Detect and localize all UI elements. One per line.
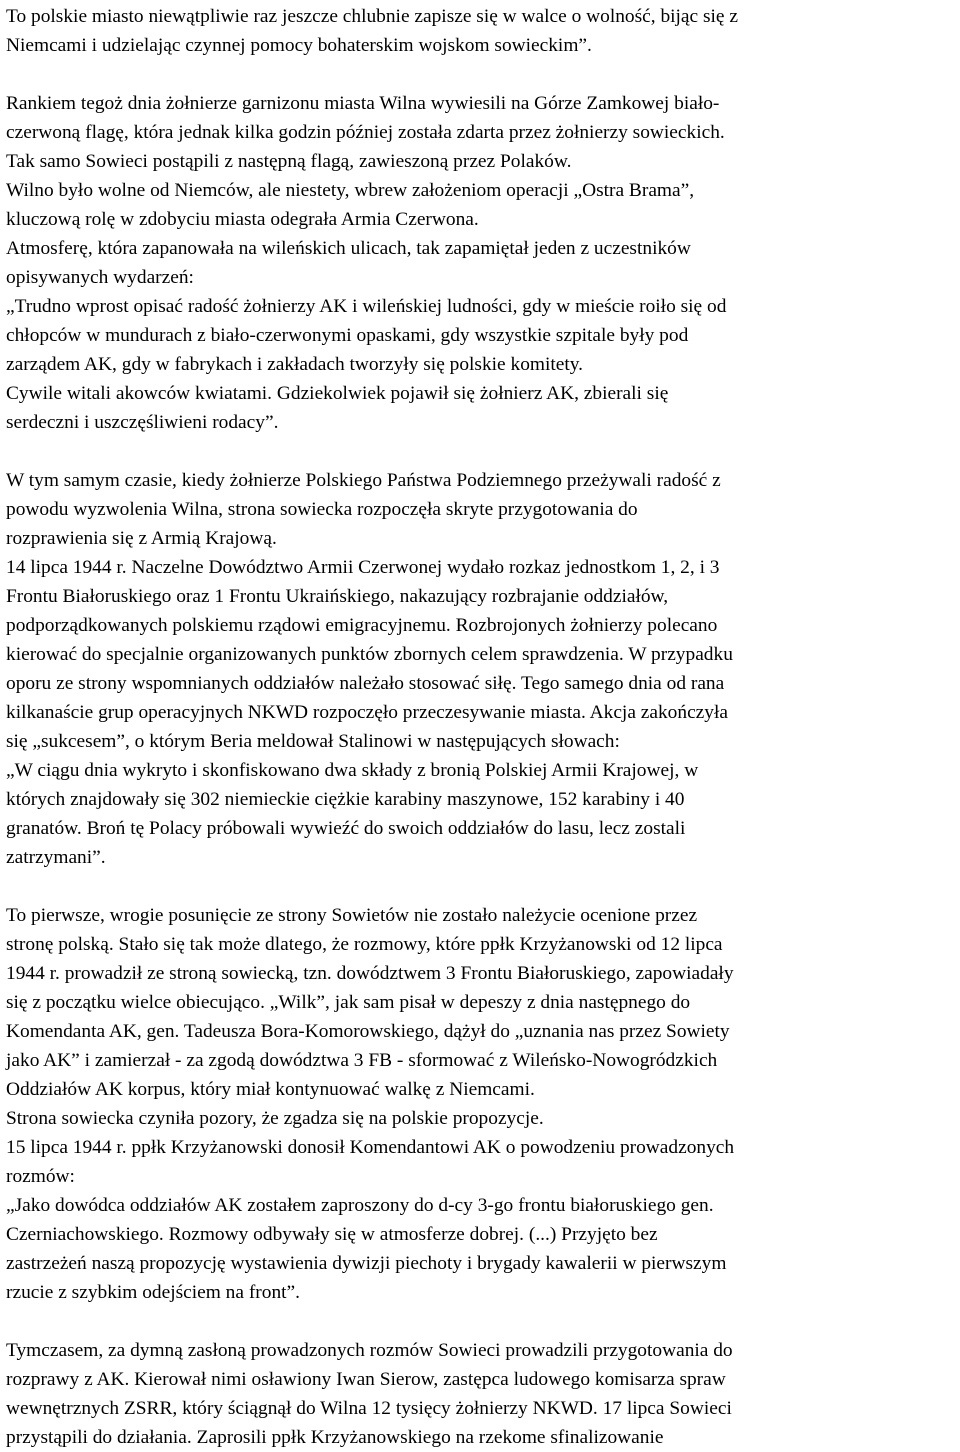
text-line: 14 lipca 1944 r. Naczelne Dowództwo Armii Czerwonej wydało rozkaz jednostkom 1, 2, i 3 — [6, 557, 720, 578]
text-line: Niemcami i udzielając czynnej pomocy bohaterskim wojskom sowieckim”. — [6, 35, 592, 56]
text-line: 1944 r. prowadził ze stroną sowiecką, tzn. dowództwem 3 Frontu Białoruskiego, zapowiadały — [6, 963, 734, 984]
paragraph — [6, 2, 956, 60]
paragraph — [6, 1336, 956, 1452]
paragraph-gap — [6, 872, 956, 901]
text-line: serdeczni i uszczęśliwieni rodacy”. — [6, 412, 279, 433]
text-line: Rankiem tegoż dnia żołnierze garnizonu miasta Wilna wywiesili na Górze Zamkowej biało- — [6, 93, 720, 114]
text-line: Czerniachowskiego. Rozmowy odbywały się w atmosferze dobrej. (...) Przyjęto bez — [6, 1224, 658, 1245]
paragraph — [6, 901, 956, 1307]
paragraph-gap — [6, 60, 956, 89]
text-line: Cywile witali akowców kwiatami. Gdziekolwiek pojawił się żołnierz AK, zbierali się — [6, 383, 669, 404]
text-line: Frontu Białoruskiego oraz 1 Frontu Ukraińskiego, nakazujący rozbrajanie oddziałów, — [6, 586, 669, 607]
text-line: jako AK” i zamierzał - za zgodą dowództwa 3 FB - sformować z Wileńsko-Nowogródzkich — [6, 1050, 718, 1071]
text-line: rozmów: — [6, 1166, 75, 1187]
text-line: Komendanta AK, gen. Tadeusza Bora-Komorowskiego, dążył do „uznania nas przez Sowiety — [6, 1021, 730, 1042]
text-line: kilkanaście grup operacyjnych NKWD rozpoczęło przeczesywanie miasta. Akcja zakończyła — [6, 702, 728, 723]
text-line: „Trudno wprost opisać radość żołnierzy AK i wileńskiej ludności, gdy w mieście roiło się od — [6, 296, 727, 317]
text-line: rozprawienia się z Armią Krajową. — [6, 528, 277, 549]
text-line: się z początku wielce obiecująco. „Wilk”, jak sam pisał w depeszy z dnia następnego do — [6, 992, 691, 1013]
text-line: zastrzeżeń naszą propozycję wystawienia dywizji piechoty i brygady kawalerii w pierwszym — [6, 1253, 727, 1274]
text-line: Tak samo Sowieci postąpili z następną flagą, zawieszoną przez Polaków. — [6, 151, 572, 172]
text-line: zarządem AK, gdy w fabrykach i zakładach tworzyły się polskie komitety. — [6, 354, 584, 375]
text-line: chłopców w mundurach z biało-czerwonymi opaskami, gdy wszystkie szpitale były pod — [6, 325, 689, 346]
text-line: kluczową rolę w zdobyciu miasta odegrała Armia Czerwona. — [6, 209, 479, 230]
text-line: Tymczasem, za dymną zasłoną prowadzonych rozmów Sowieci prowadzili przygotowania do — [6, 1340, 733, 1361]
text-line: To pierwsze, wrogie posunięcie ze strony Sowietów nie zostało należycie ocenione przez — [6, 905, 698, 926]
text-line: przystąpili do działania. Zaprosili ppłk Krzyżanowskiego na rzekome sfinalizowanie — [6, 1427, 664, 1448]
text-line: opisywanych wydarzeń: — [6, 267, 194, 288]
text-line: W tym samym czasie, kiedy żołnierze Polskiego Państwa Podziemnego przeżywali radość z — [6, 470, 721, 491]
text-line: Wilno było wolne od Niemców, ale niestety, wbrew założeniom operacji „Ostra Brama”, — [6, 180, 695, 201]
text-line: kierować do specjalnie organizowanych punktów zbornych celem sprawdzenia. W przypadku — [6, 644, 733, 665]
text-line: których znajdowały się 302 niemieckie ciężkie karabiny maszynowe, 152 karabiny i 40 — [6, 789, 685, 810]
text-line: 15 lipca 1944 r. ppłk Krzyżanowski donosił Komendantowi AK o powodzeniu prowadzonych — [6, 1137, 735, 1158]
text-line: Atmosferę, która zapanowała na wileńskich ulicach, tak zapamiętał jeden z uczestników — [6, 238, 691, 259]
text-line: wewnętrznych ZSRR, który ściągnął do Wilna 12 tysięcy żołnierzy NKWD. 17 lipca Sowieci — [6, 1398, 732, 1419]
paragraph-gap — [6, 437, 956, 466]
text-line: „Jako dowódca oddziałów AK zostałem zaproszony do d-cy 3-go frontu białoruskiego gen. — [6, 1195, 714, 1216]
text-line: rzucie z szybkim odejściem na front”. — [6, 1282, 300, 1303]
text-line: „W ciągu dnia wykryto i skonfiskowano dwa składy z bronią Polskiej Armii Krajowej, w — [6, 760, 699, 781]
text-line: rozprawy z AK. Kierował nimi osławiony Iwan Sierow, zastępca ludowego komisarza spraw — [6, 1369, 726, 1390]
paragraph-gap — [6, 1307, 956, 1336]
text-line: Strona sowiecka czyniła pozory, że zgadza się na polskie propozycje. — [6, 1108, 544, 1129]
paragraph — [6, 466, 956, 872]
text-line: stronę polską. Stało się tak może dlatego, że rozmowy, które ppłk Krzyżanowski od 12 lipca — [6, 934, 723, 955]
text-line: Oddziałów AK korpus, który miał kontynuować walkę z Niemcami. — [6, 1079, 535, 1100]
text-line: czerwoną flagę, która jednak kilka godzin później została zdarta przez żołnierzy sowieckich. — [6, 122, 725, 143]
text-line: zatrzymani”. — [6, 847, 106, 868]
text-line: powodu wyzwolenia Wilna, strona sowiecka rozpoczęła skryte przygotowania do — [6, 499, 638, 520]
paragraph — [6, 89, 956, 437]
text-line: To polskie miasto niewątpliwie raz jeszcze chlubnie zapisze się w walce o wolność, bijąc się z — [6, 6, 738, 27]
text-line: się „sukcesem”, o którym Beria meldował Stalinowi w następujących słowach: — [6, 731, 620, 752]
text-line: oporu ze strony wspomnianych oddziałów należało stosować siłę. Tego samego dnia od rana — [6, 673, 725, 694]
text-line: granatów. Broń tę Polacy próbowali wywieźć do swoich oddziałów do lasu, lecz zostali — [6, 818, 686, 839]
text-line: podporządkowanych polskiemu rządowi emigracyjnemu. Rozbrojonych żołnierzy polecano — [6, 615, 718, 636]
document-page — [6, 2, 956, 1452]
